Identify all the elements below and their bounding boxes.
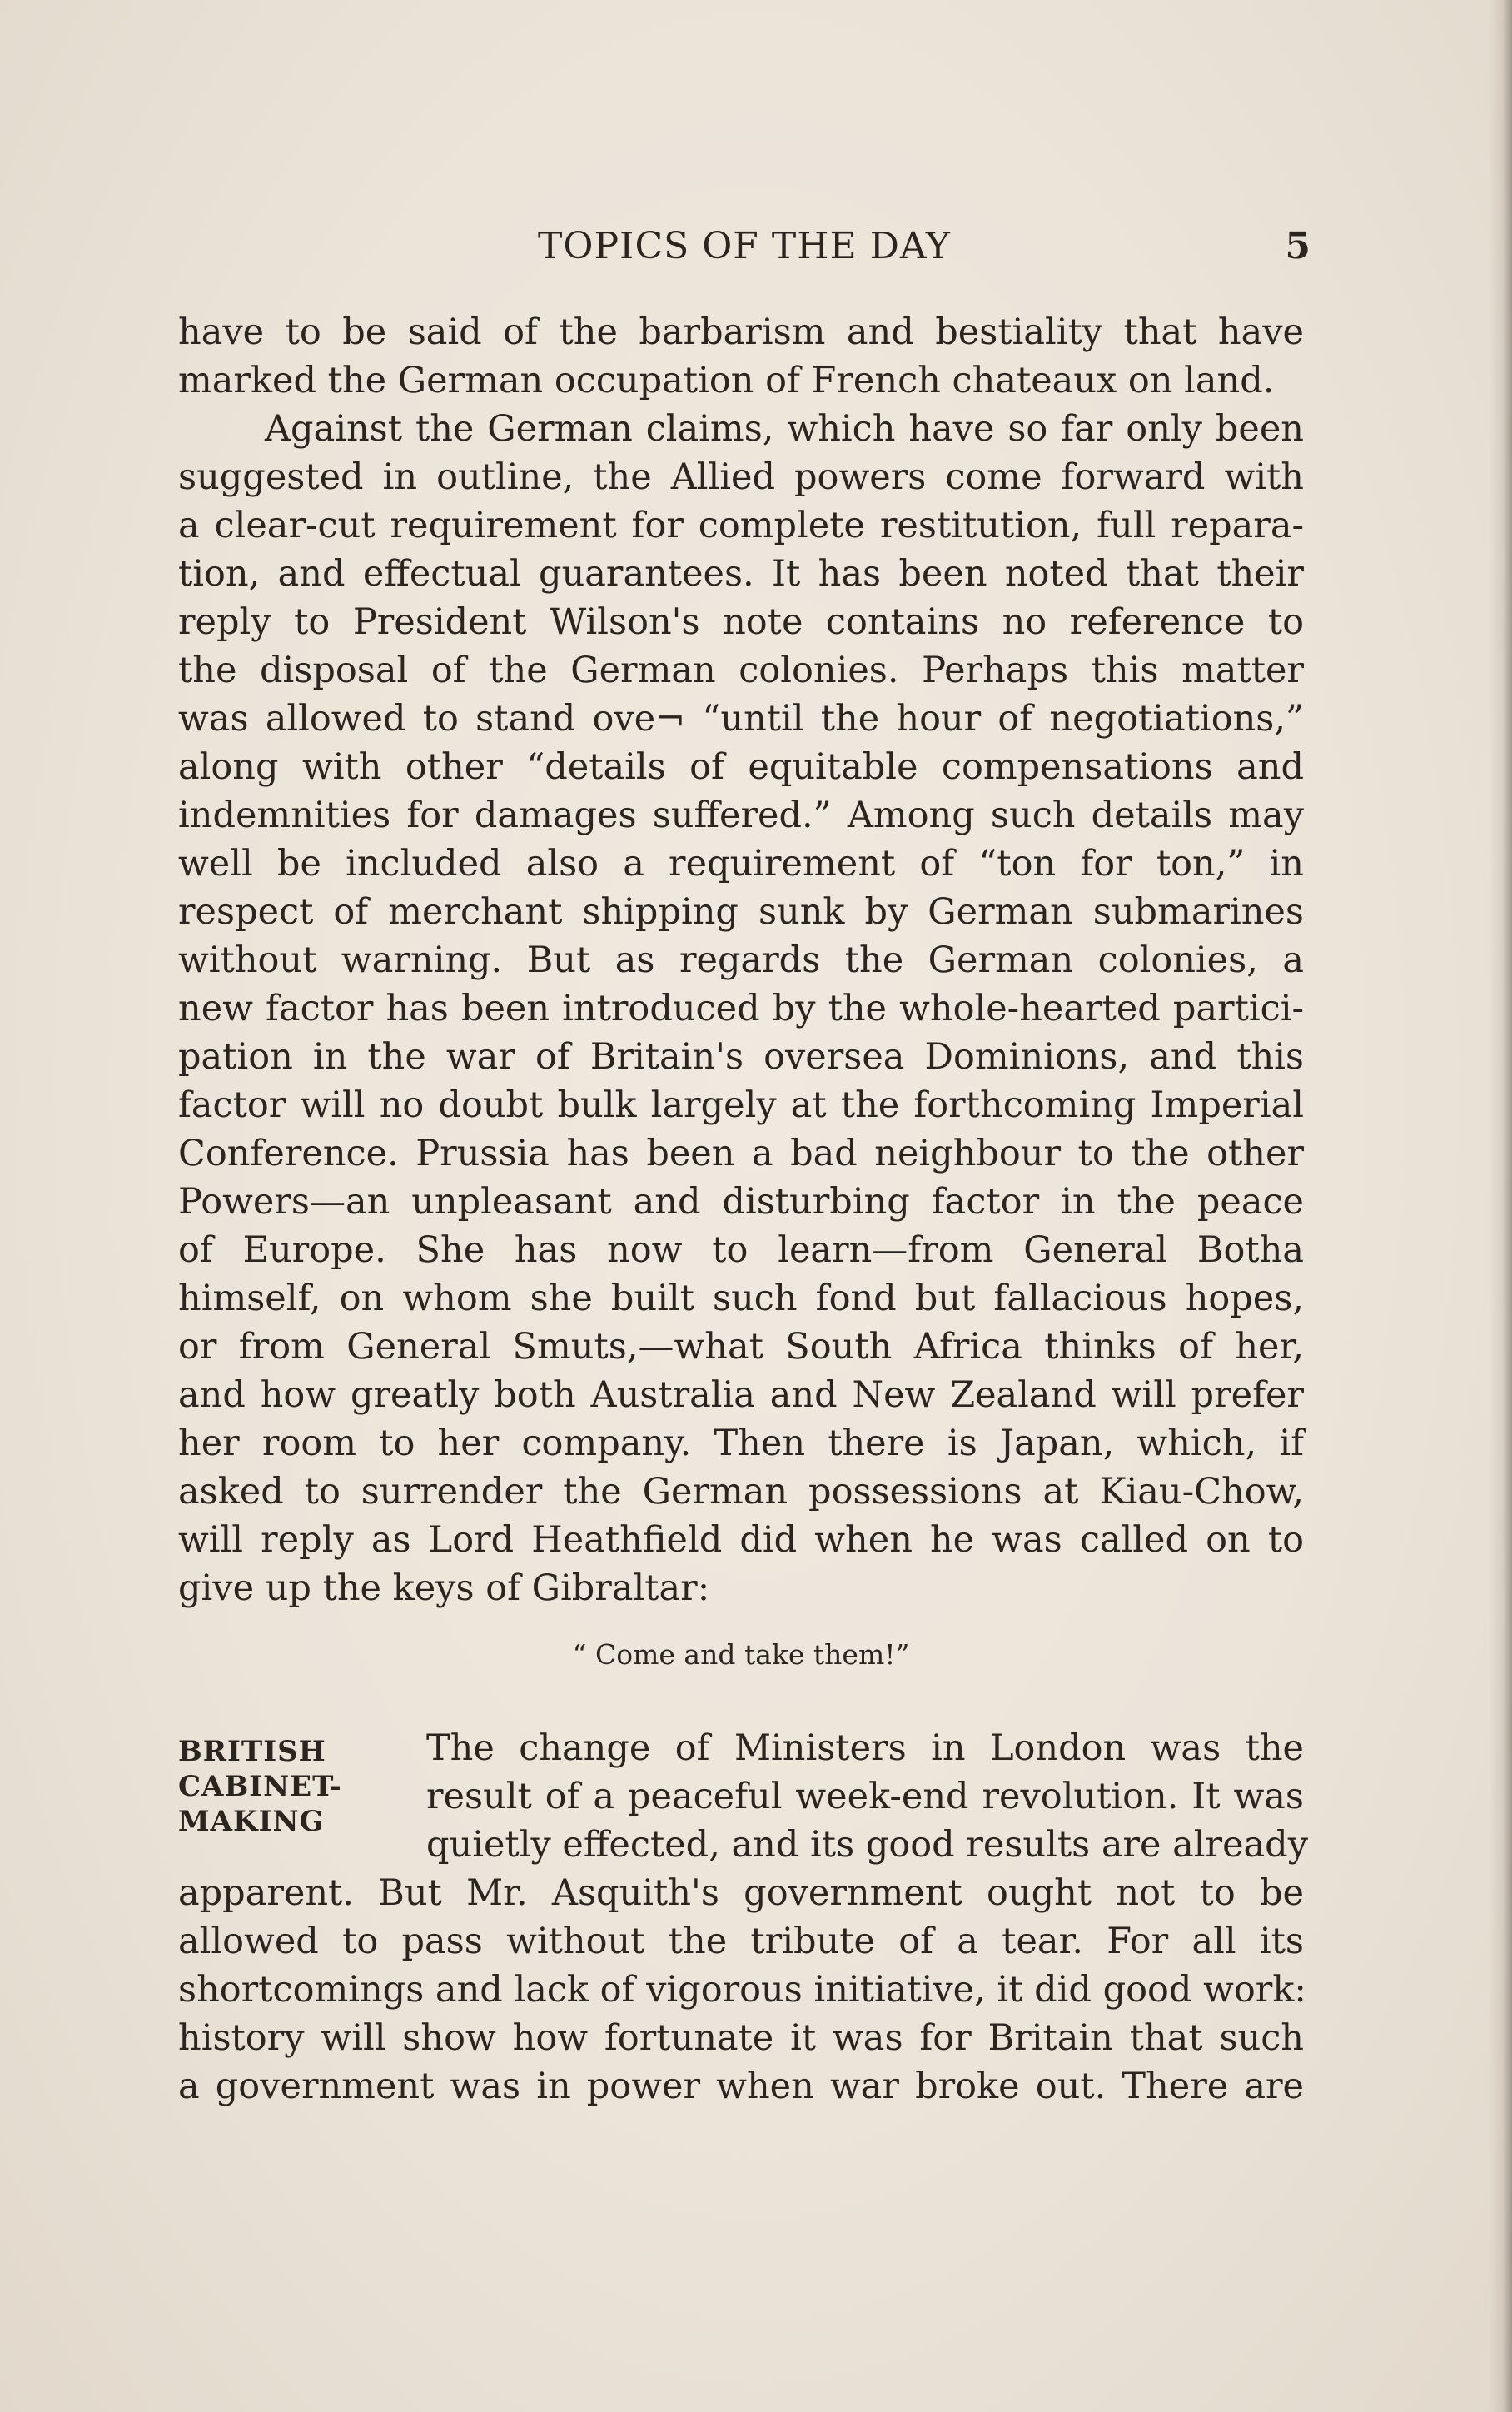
side-heading-line: BRITISH — [178, 1735, 326, 1768]
text-line: The change of Ministers in London was the — [426, 1727, 1304, 1769]
page-edge-shadow — [1489, 0, 1512, 2412]
paragraph-colonies — [178, 405, 1304, 1612]
page-number: 5 — [1285, 225, 1311, 267]
running-head: TOPICS OF THE DAY — [538, 225, 951, 267]
text-line: history will show how fortunate it was for Britain that such — [178, 2017, 1304, 2059]
text-line: or from General Smuts,—what South Africa thinks of her, — [178, 1326, 1304, 1368]
text-line: and how greatly both Australia and New Zealand will prefer — [178, 1374, 1304, 1416]
block-quote: “ Come and take them!” — [572, 1638, 910, 1671]
text-line: new factor has been introduced by the whole-hearted partici- — [178, 988, 1304, 1029]
text-line: Powers—an unpleasant and disturbing factor in the peace — [178, 1181, 1304, 1223]
text-line: the disposal of the German colonies. Perhaps this matter — [178, 650, 1304, 691]
text-line: asked to surrender the German possessions at Kiau-Chow, — [178, 1471, 1304, 1512]
section-body-lines — [178, 1869, 1304, 2110]
text-line: allowed to pass without the tribute of a tear. For all its — [178, 1921, 1304, 1962]
text-line: along with other “details of equitable compensations and — [178, 746, 1304, 788]
paragraph-continued — [178, 308, 1304, 405]
text-line: result of a peaceful week-end revolution. It was — [426, 1776, 1304, 1817]
text-line: well be included also a requirement of “ton for ton,” in — [178, 843, 1304, 885]
text-line: suggested in outline, the Allied powers come forward with — [178, 456, 1304, 498]
text-line: pation in the war of Britain's oversea Dominions, and this — [178, 1036, 1304, 1078]
text-line: factor will no doubt bulk largely at the forthcoming Imperial — [178, 1084, 1304, 1126]
text-line: himself, on whom she built such fond but fallacious hopes, — [178, 1278, 1304, 1319]
text-line: tion, and effectual guarantees. It has been noted that their — [178, 553, 1304, 595]
side-heading-line: CABINET- — [178, 1770, 342, 1803]
text-line: respect of merchant shipping sunk by German submarines — [178, 891, 1304, 933]
text-line: of Europe. She has now to learn—from General Botha — [178, 1229, 1304, 1271]
text-line: marked the German occupation of French chateaux on land. — [178, 360, 1275, 401]
text-line: a government was in power when war broke out. There are — [178, 2066, 1304, 2107]
side-heading — [178, 1734, 395, 1839]
text-line: will reply as Lord Heathfield did when he was called on to — [178, 1519, 1304, 1561]
side-heading-line: MAKING — [178, 1805, 325, 1838]
text-line: her room to her company. Then there is Japan, which, if — [178, 1423, 1304, 1464]
text-line: a clear-cut requirement for complete restitution, full repara- — [178, 505, 1304, 546]
page-header — [178, 225, 1311, 275]
body-text — [178, 308, 1304, 1612]
text-line: Against the German claims, which have so far only been — [265, 408, 1304, 450]
text-line: give up the keys of Gibraltar: — [178, 1567, 710, 1609]
text-line: without warning. But as regards the German colonies, a — [178, 939, 1304, 981]
text-line: indemnities for damages suffered.” Among such details may — [178, 795, 1304, 836]
text-line: apparent. But Mr. Asquith's government ought not to be — [178, 1872, 1304, 1914]
section-opening-lines — [426, 1724, 1309, 1869]
text-line: quietly effected, and its good results are already — [426, 1824, 1309, 1866]
text-line: was allowed to stand ove¬ “until the hour of negotiations,” — [178, 698, 1304, 740]
text-line: have to be said of the barbarism and bestiality that have — [178, 311, 1304, 353]
text-line: Conference. Prussia has been a bad neighbour to the other — [178, 1133, 1304, 1174]
text-line: reply to President Wilson's note contains no reference to — [178, 601, 1304, 643]
text-line: shortcomings and lack of vigorous initiative, it did good work: — [178, 1969, 1306, 2011]
